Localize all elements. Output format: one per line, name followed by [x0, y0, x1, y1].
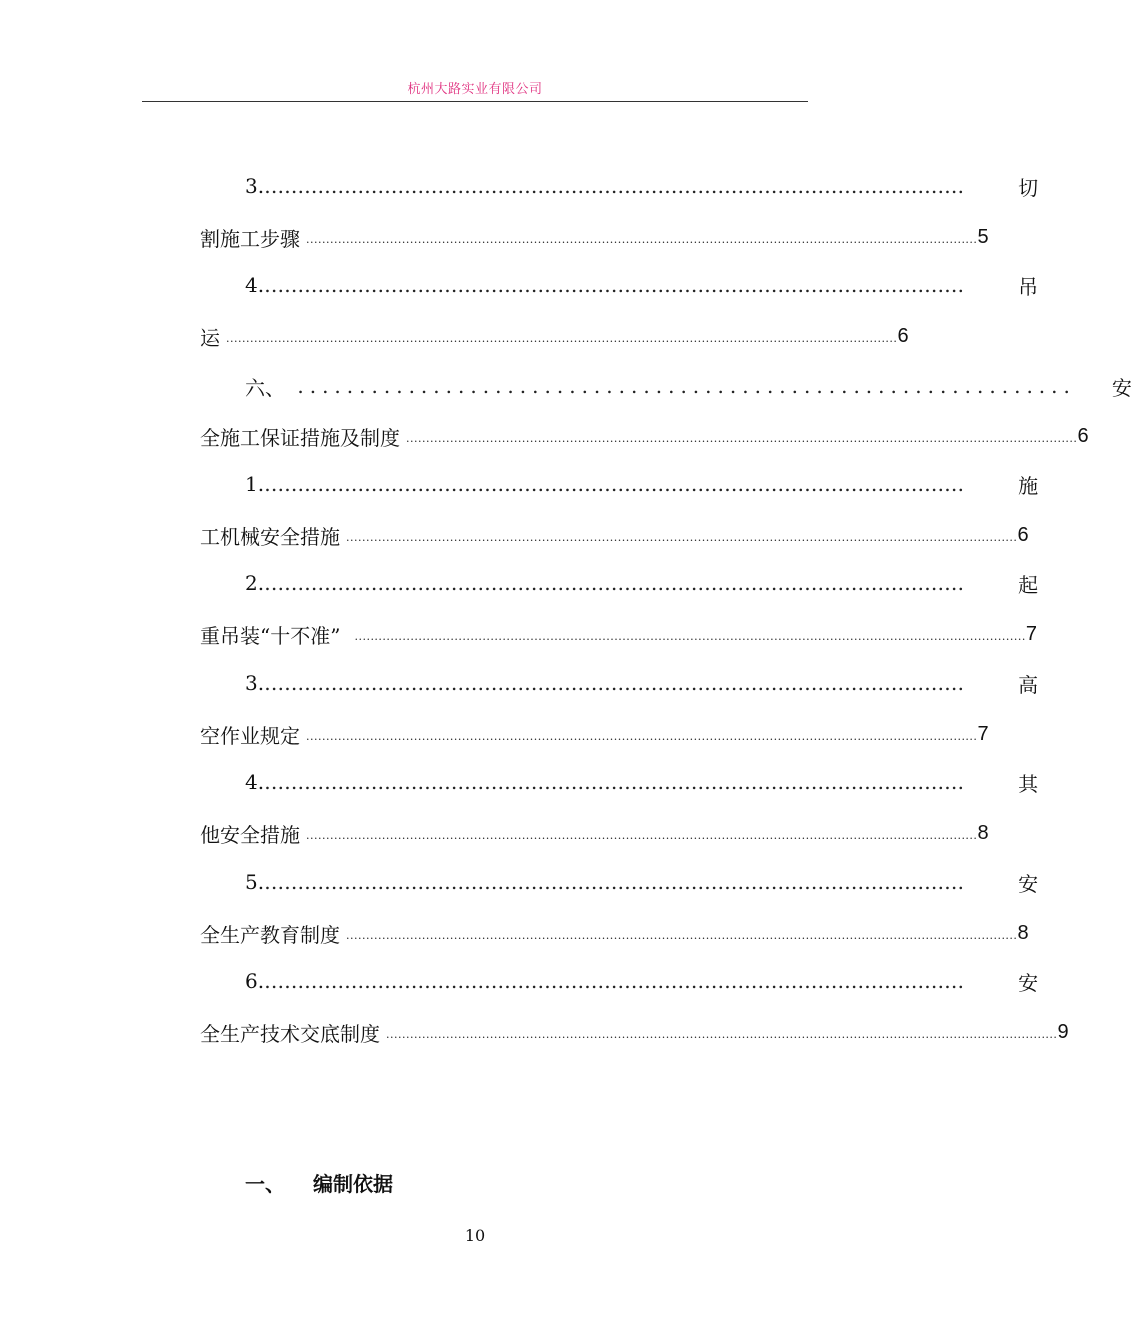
toc-entry-line2[interactable]: [200, 520, 1029, 550]
toc-entry-line2[interactable]: [200, 619, 1038, 649]
toc-leader-dots: ........................................................................................................................................................................: [386, 1028, 1058, 1041]
toc-entry-line1[interactable]: [245, 469, 1039, 499]
toc-leader-dots: ……………………………………………………………………………………………: [264, 571, 965, 595]
toc-entry-line2[interactable]: [200, 321, 909, 351]
toc-leader-dots: ...............................................................: [285, 374, 1076, 398]
toc-entry-title-start: 吊: [1018, 274, 1039, 299]
toc-leader-dots: ……………………………………………………………………………………………: [264, 870, 965, 894]
toc-entry-line1[interactable]: [245, 867, 1039, 897]
toc-entry-number: 4.: [245, 273, 265, 297]
toc-leader-dots: ........................................................................................................................................................................: [354, 630, 1026, 643]
toc-entry-title: 他安全措施: [200, 822, 300, 847]
toc-leader-dots: ........................................................................................................................................................................: [346, 531, 1018, 544]
toc-entry-line2[interactable]: [200, 222, 989, 252]
toc-entry-title: 工机械安全措施: [200, 524, 340, 549]
toc-entry-line1[interactable]: [245, 568, 1039, 598]
page-number: 10: [464, 1226, 486, 1245]
toc-leader-dots: ........................................................................................................................................................................: [306, 233, 978, 246]
toc-entry-line2[interactable]: [200, 818, 989, 848]
toc-entry-number: 6.: [245, 969, 265, 993]
toc-page-number: 6: [897, 324, 909, 347]
toc-entry-title-start: 其: [1018, 771, 1039, 796]
toc-entry-title: 重吊装“十不准”: [200, 623, 341, 648]
toc-entry-title-start: 起: [1018, 572, 1039, 597]
toc-entry-line1[interactable]: [245, 668, 1039, 698]
toc-entry-title: 运: [200, 325, 220, 350]
toc-entry-line2[interactable]: [200, 1017, 1069, 1047]
toc-entry-number: 3.: [245, 174, 265, 198]
toc-entry-title-start: 安: [1018, 970, 1039, 995]
toc-entry-title: 全施工保证措施及制度: [200, 425, 400, 450]
toc-page-number: 6: [1077, 424, 1089, 447]
toc-leader-dots: ........................................................................................................................................................................: [306, 829, 978, 842]
toc-page-number: 5: [977, 225, 989, 248]
toc-entry-line2[interactable]: [200, 421, 1089, 451]
section-title: 编制依据: [313, 1172, 393, 1196]
toc-leader-dots: ........................................................................................................................................................................: [306, 730, 978, 743]
toc-entry-title: 全生产技术交底制度: [200, 1021, 380, 1046]
toc-leader-dots: ……………………………………………………………………………………………: [264, 472, 965, 496]
toc-page-number: 8: [977, 821, 989, 844]
toc-entry-title-start: 安: [1111, 375, 1132, 400]
toc-entry-title: 割施工步骤: [200, 226, 300, 251]
toc-entry-line1[interactable]: [245, 270, 1039, 300]
toc-leader-dots: ……………………………………………………………………………………………: [264, 273, 965, 297]
toc-leader-dots: ……………………………………………………………………………………………: [264, 770, 965, 794]
toc-leader-dots: ........................................................................................................................................................................: [346, 929, 1018, 942]
toc-page-number: 7: [977, 722, 989, 745]
toc-entry-line1[interactable]: [245, 966, 1039, 996]
toc-entry-line1[interactable]: [245, 767, 1039, 797]
toc-entry-title: 全生产教育制度: [200, 922, 340, 947]
toc-entry-number: 1.: [245, 472, 265, 496]
toc-page-number: 9: [1057, 1020, 1069, 1043]
toc-entry-title-start: 高: [1018, 672, 1039, 697]
toc-page-number: 8: [1017, 921, 1029, 944]
toc-entry-line1[interactable]: [245, 171, 1039, 201]
toc-entry-title: 空作业规定: [200, 723, 300, 748]
toc-entry-line2[interactable]: [200, 719, 989, 749]
section-heading: [245, 1168, 393, 1197]
toc-leader-dots: ........................................................................................................................................................................: [226, 332, 898, 345]
toc-page-number: 6: [1017, 523, 1029, 546]
toc-leader-dots: ........................................................................................................................................................................: [406, 432, 1078, 445]
toc-entry-number: 5.: [245, 870, 265, 894]
toc-entry-number: 4.: [245, 770, 265, 794]
toc-leader-dots: ……………………………………………………………………………………………: [264, 174, 965, 198]
toc-entry-title-start: 切: [1018, 175, 1039, 200]
toc-leader-dots: ……………………………………………………………………………………………: [264, 671, 965, 695]
toc-entry-number: 2.: [245, 571, 265, 595]
toc-entry-title-start: 安: [1018, 871, 1039, 896]
toc-entry-line2[interactable]: [200, 918, 1029, 948]
toc-entry-number: 3.: [245, 671, 265, 695]
toc-leader-dots: ……………………………………………………………………………………………: [264, 969, 965, 993]
toc-entry-number: 六、: [245, 375, 285, 400]
page-header: 杭州大路实业有限公司: [407, 82, 543, 97]
toc-entry-line1[interactable]: [245, 371, 1132, 401]
toc-page-number: 7: [1025, 622, 1038, 645]
section-number: 一、: [245, 1172, 285, 1196]
toc-entry-title-start: 施: [1018, 473, 1039, 498]
